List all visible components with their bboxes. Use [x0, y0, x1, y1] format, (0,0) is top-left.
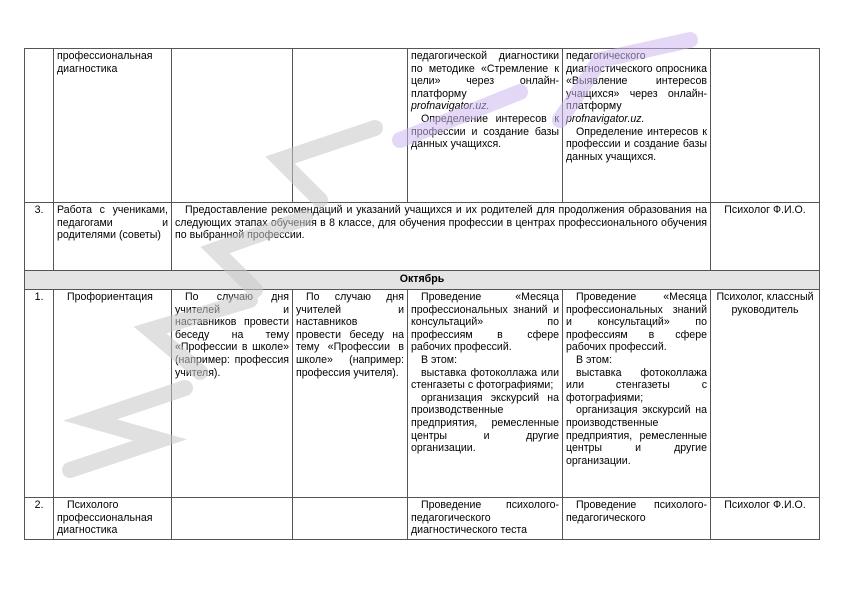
class-column-cell: По случаю дня учителей и наставников провести беседу на тему «Профессии в школе» (например: профессия учителя). [293, 290, 408, 498]
month-header-row [25, 271, 820, 290]
class-column-cell: педагогического диагностического опросника «Выявление интересов учащихся» через онлайн-платформу profnavigator.uz. Определение интересов к профессии и создание базы данных учащихся. [563, 49, 711, 203]
class-column-cell [172, 498, 293, 540]
class-column-cell: педагогической диагностики по методике «Стремление к цели» через онлайн-платформу profnavigator.uz. Определение интересов к профессии и создание базы данных учащихся. [408, 49, 563, 203]
month-title: Октябрь [25, 271, 820, 290]
class-column-cell: По случаю дня учителей и наставников провести беседу на тему «Профессии в школе» (например: профессия учителя). [172, 290, 293, 498]
activity-title-cell: Профориентация [54, 290, 172, 498]
table-row [25, 203, 820, 271]
responsible-cell: Психолог Ф.И.О. [711, 498, 820, 540]
table-row [25, 49, 820, 203]
class-column-cell: Проведение «Месяца профессиональных знаний и консультаций» по профессиям в сфере рабочих профессий. В этом: выставка фотоколлажа или стенгазеты с фотографиями; организация экскурсий на производственные предприятия, ремесленные центры и другие организации. [408, 290, 563, 498]
activity-title-cell: Работа с учениками, педагогами и родителями (советы) [54, 203, 172, 271]
activity-title-cell: Психолого профессиональная диагностика [54, 498, 172, 540]
class-column-cell: Проведение «Месяца профессиональных знаний и консультаций» по профессиям в сфере рабочих профессий. В этом: выставка фотоколлажа или стенгазеты с фотографиями; организация экскурсий на производственные предприятия, ремесленные центры и другие организации. [563, 290, 711, 498]
description-cell: Предоставление рекомендаций и указаний учащихся и их родителей для продолжения образования на следующих этапах обучения в 8 классе, для обучения профессии в центрах профессионального обучения по выбранной профессии. [172, 203, 711, 271]
row-number-cell: 3. [25, 203, 54, 271]
responsible-cell: Психолог Ф.И.О. [711, 203, 820, 271]
class-column-cell: Проведение психолого-педагогического [563, 498, 711, 540]
class-column-cell [293, 49, 408, 203]
row-number-cell: 2. [25, 498, 54, 540]
plan-table [24, 48, 820, 540]
class-column-cell: Проведение психолого-педагогического диагностического теста [408, 498, 563, 540]
table-row [25, 498, 820, 540]
responsible-cell: Психолог, классный руководитель [711, 290, 820, 498]
activity-title-cell: профессиональная диагностика [54, 49, 172, 203]
table-row [25, 290, 820, 498]
class-column-cell [172, 49, 293, 203]
responsible-cell [711, 49, 820, 203]
row-number-cell [25, 49, 54, 203]
class-column-cell [293, 498, 408, 540]
row-number-cell: 1. [25, 290, 54, 498]
